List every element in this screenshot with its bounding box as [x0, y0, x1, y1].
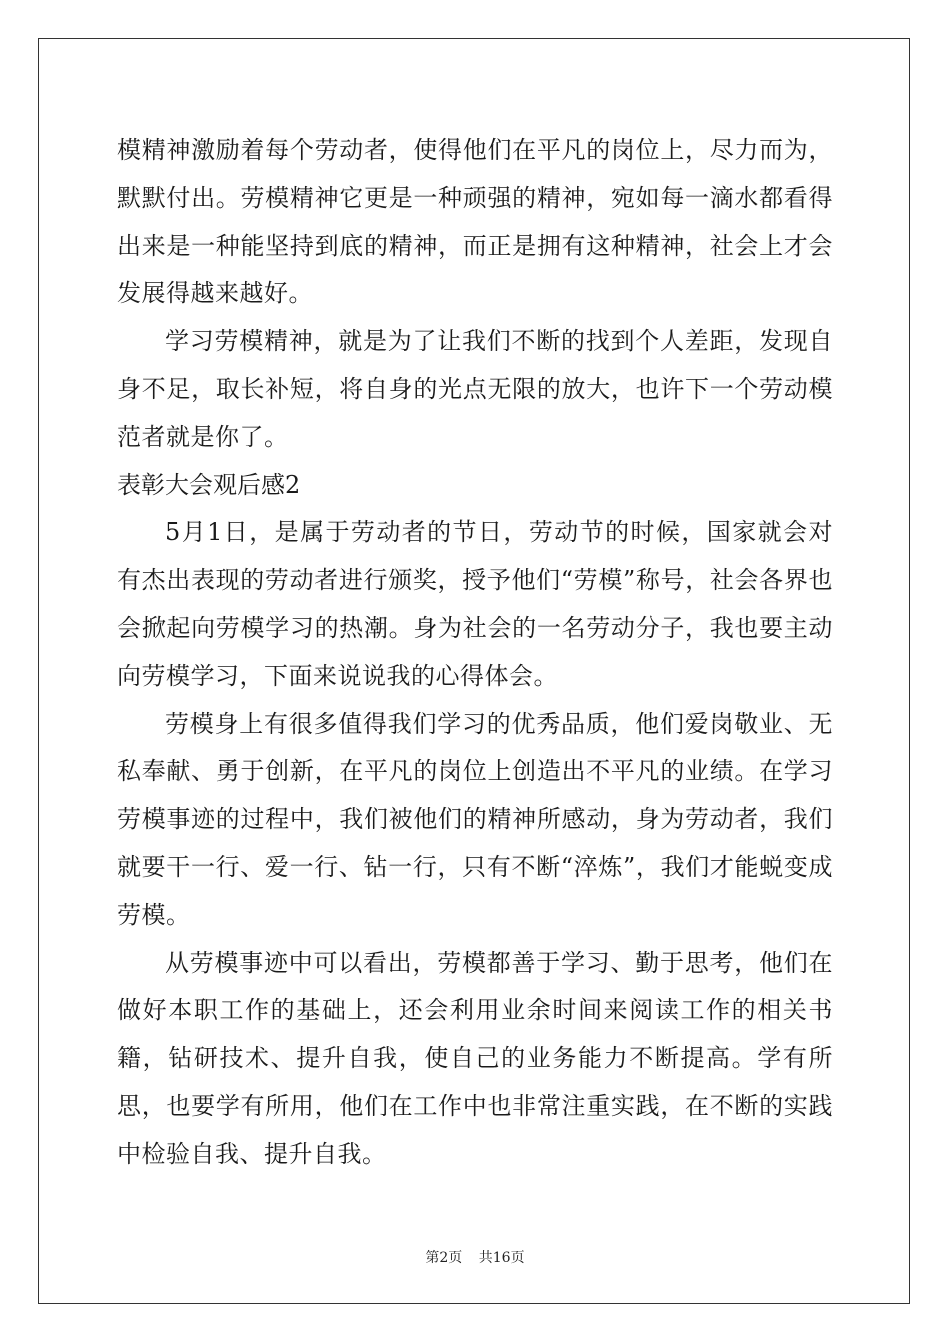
paragraph-1: 模精神激励着每个劳动者，使得他们在平凡的岗位上，尽力而为，默默付出。劳模精神它更是一种顽强的精神，宛如每一滴水都看得出来是一种能坚持到底的精神，而正是拥有这种精神，社会上才会发展得越来越好。 [117, 136, 833, 308]
section-paragraph-3: 从劳模事迹中可以看出，劳模都善于学习、勤于思考，他们在做好本职工作的基础上，还会利用业余时间来阅读工作的相关书籍，钻研技术、提升自我，使自己的业务能力不断提高。学有所思，也要学有所用，他们在工作中也非常注重实践，在不断的实践中检验自我、提升自我。 [117, 948, 833, 1168]
document-body [117, 127, 833, 1179]
page-number: 第2页 [425, 1250, 463, 1266]
section-heading: 表彰大会观后感2 [117, 470, 301, 499]
paragraph-2: 学习劳模精神，就是为了让我们不断的找到个人差距，发现自身不足，取长补短，将自身的光点无限的放大，也许下一个劳动模范者就是你了。 [117, 327, 833, 451]
page-total: 共16页 [478, 1250, 525, 1266]
section-paragraph-2: 劳模身上有很多值得我们学习的优秀品质，他们爱岗敬业、无私奉献、勇于创新，在平凡的岗位上创造出不平凡的业绩。在学习劳模事迹的过程中，我们被他们的精神所感动，身为劳动者，我们就要干一行、爱一行、钻一行，只有不断“淬炼”，我们才能蜕变成劳模。 [117, 709, 833, 929]
section-paragraph-1: 5月1日，是属于劳动者的节日，劳动节的时候，国家就会对有杰出表现的劳动者进行颁奖，授予他们“劳模”称号，社会各界也会掀起向劳模学习的热潮。身为社会的一名劳动分子，我也要主动向劳模学习，下面来说说我的心得体会。 [117, 518, 833, 690]
page-footer [0, 1247, 950, 1267]
